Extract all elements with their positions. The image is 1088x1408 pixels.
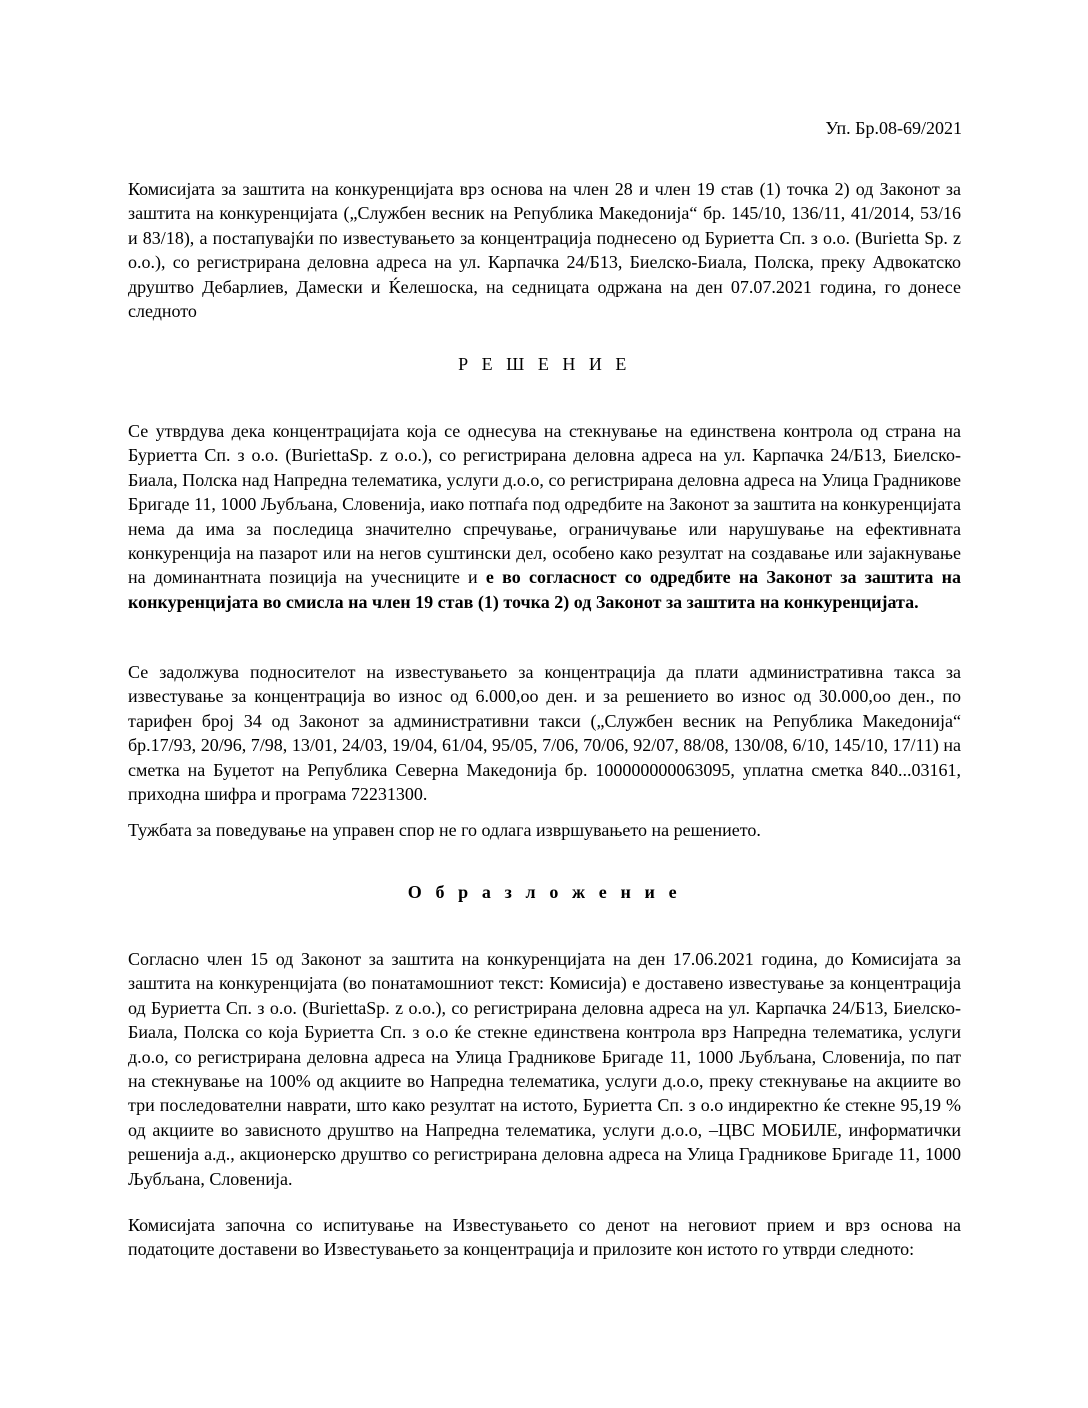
case-reference-number: Уп. Бр.08-69/2021	[825, 118, 962, 138]
decision-conclusion-bold: е во согласност со одредбите на Законот за заштита на конкуренцијата во смисла на член 19 став (1) точка 2) од Законот за заштита на конкуренцијата.	[128, 567, 962, 612]
examination-paragraph: Комисијата започна со испитување на Известувањето со денот на неговиот прием и врз основа на податоците доставени во Известувањето за концентрација и прилозите кон истото го утврди следното:	[128, 1215, 961, 1260]
lawsuit-paragraph: Тужбата за поведување на управен спор не го одлага извршувањето на решението.	[128, 820, 761, 840]
decision-heading: Р Е Ш Е Н И Е	[458, 354, 631, 374]
decision-text: Се утврдува дека концентрацијата која се однесува на стекнување на единствена контрола од страна на Буриетта Сп. з о.о. (BuriettaSp. z o.o.), со регистрирана деловна адреса на ул. Карпачка 24/Б13, Биелско-Биала, Полска над Напредна телематика, услуги д.о.о, со регистрирана деловна адреса на Улица Градникове Бригаде 11, 1000 Љубљана, Словенија, иако потпаѓа под одредбите на Законот за заштита на конкуренцијата нема да има за последица значително спречување, ограничување или нарушување на ефективната конкуренција на пазарот или на негов суштински дел, особено како резултат на создавање или зајакнување на доминантната позиција на учесниците и	[128, 421, 961, 588]
intro-paragraph: Комисијата за заштита на конкуренцијата врз основа на член 28 и член 19 став (1) точка 2) од Законот за заштита на конкуренцијата („Службен весник на Република Македонија“ бр. 145/10, 136/11, 41/2014, 53/16 и 83/18), а постапувајќи по известувањето за концентрација поднесено од Буриетта Сп. з о.о. (Burietta Sp. z o.o.), со регистрирана деловна адреса на ул. Карпачка 24/Б13, Биелско-Биала, Полска, преку Адвокатско друштво Дебарлиев, Дамески и Ќелешоска, на седницата одржана на ден 07.07.2021 година, го донесе следното	[128, 179, 961, 322]
fee-paragraph: Се задолжува подносителот на известувањето за концентрација да плати административна такса за известување за концентрација во износ од 6.000,оо ден. и за решението во износ од 30.000,оо ден., по тарифен број 34 од Законот за административни такси („Службен весник на Република Македонија“ бр.17/93, 20/96, 7/98, 13/01, 24/03, 19/04, 61/04, 95/05, 7/06, 70/06, 92/07, 88/08, 130/08, 6/10, 145/10, 17/11) на сметка на Буџетот на Република Северна Македонија бр. 100000000063095, уплатна сметка 840...03161, приходна шифра и програма 72231300.	[128, 662, 961, 805]
reasoning-paragraph: Согласно член 15 од Законот за заштита на конкуренцијата на ден 17.06.2021 година, до Комисијата за заштита на конкуренцијата (во понатамошниот текст: Комисија) е доставено известување за концентрација од Буриетта Сп. з о.о. (BuriettaSp. z o.o.), со регистрирана деловна адреса на ул. Карпачка 24/Б13, Биелско-Биала, Полска со која Буриетта Сп. з о.о ќе стекне единствена контрола врз Напредна телематика, услуги д.о.о, со регистрирана деловна адреса на Улица Градникове Бригаде 11, 1000 Љубљана, Словенија, по пат на стекнување на 100% од акциите во Напредна телематика, услуги д.о.о, преку стекнување на акциите во три последователни наврати, што како резултат на истото, Буриетта Сп. з о.о индиректно ќе стекне 95,19 % од акциите во зависното друштво на Напредна телематика, услуги д.о.о, –ЦВС МОБИЛЕ, информатички решенија а.д., акционерско друштво со регистрирана деловна адреса на Улица Градникове Бригаде 11, 1000 Љубљана, Словенија.	[128, 949, 961, 1189]
decision-paragraph	[128, 419, 961, 614]
reasoning-heading: О б р а з л о ж е н и е	[407, 882, 682, 902]
